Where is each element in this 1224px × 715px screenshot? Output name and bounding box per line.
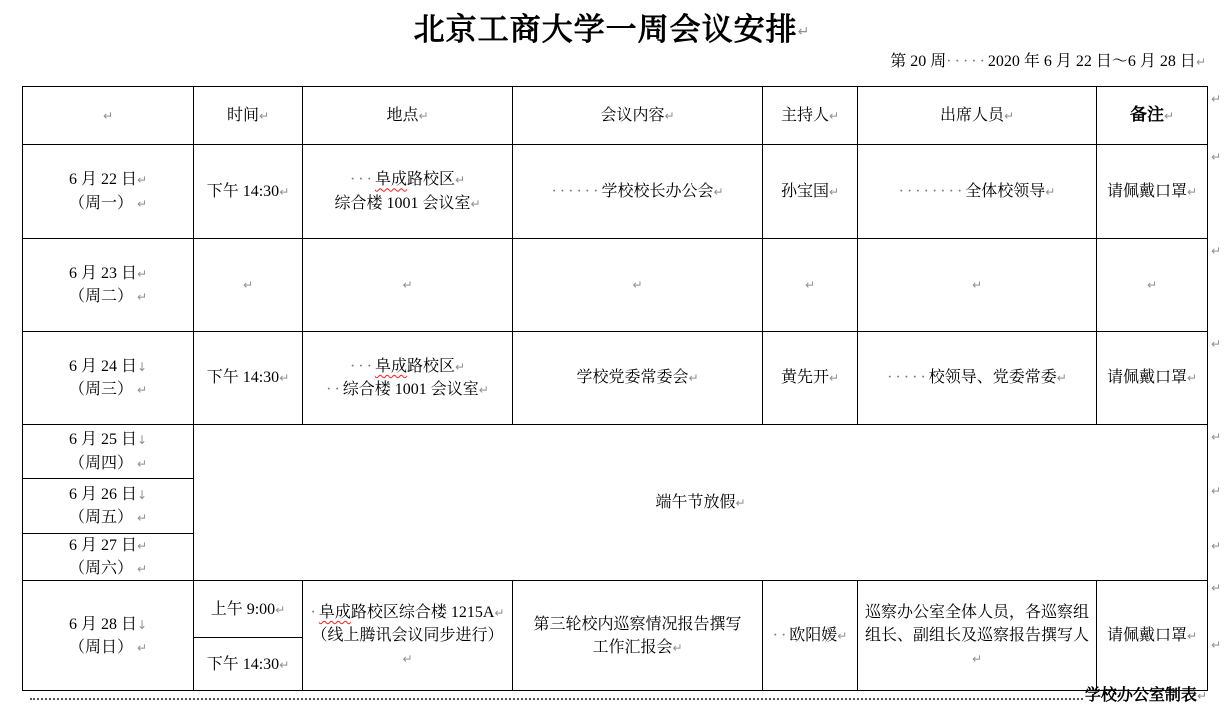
date-range: 2020 年 6 月 22 日～6 月 28 日: [987, 53, 1196, 70]
cell-attendees-tue: [858, 239, 1097, 332]
cell-time-sun-am: 上午 9:00↵: [194, 581, 303, 638]
pilcrow-mark-icon: ↵: [136, 539, 148, 553]
pilcrow-mark-icon: ↵: [136, 456, 148, 471]
pilcrow-mark-icon: ↵: [454, 359, 466, 374]
pilcrow-mark-icon: ↵: [672, 640, 683, 655]
space-dots: ·····: [946, 53, 988, 70]
cell-attendees-sun: [858, 581, 1097, 691]
pilcrow-mark-icon: ↵: [242, 278, 254, 293]
space-dots: ·····: [887, 369, 929, 387]
pilcrow-mark-icon: ↵: [632, 278, 643, 293]
pilcrow-mark-icon: ↵: [136, 290, 148, 304]
place-line-2: 综合楼 1001 会议室↵: [334, 194, 481, 212]
pilcrow-mark-icon: ↵: [402, 652, 413, 667]
row-end-mark-icon: ↵: [1211, 539, 1222, 553]
pilcrow-mark-icon: ↵: [1056, 371, 1067, 386]
place-line-1: ···阜成路校区↵: [349, 357, 466, 375]
linebreak-mark-icon: ↓: [136, 433, 148, 448]
row-mon: [23, 145, 1208, 239]
row-end-mark-icon: ↵: [1211, 92, 1222, 106]
row-end-mark-icon: ↵: [1211, 638, 1222, 652]
pilcrow-mark-icon: ↵: [136, 640, 148, 655]
content-line-2: 工作汇报会↵: [592, 638, 683, 656]
weekday-line: （周五） ↵: [68, 509, 148, 526]
header-blank-cell: [23, 87, 194, 145]
pilcrow-mark-icon: ↵: [470, 196, 481, 211]
place-line-1: ···阜成路校区↵: [349, 171, 466, 189]
space-dots: ··: [772, 627, 790, 645]
weekday-line: （周三） ↵: [68, 381, 148, 398]
place-line-1: ·阜成路校区综合楼 1215A↵: [310, 604, 505, 622]
row-end-mark-icon: ↵: [1211, 484, 1222, 498]
pilcrow-mark-icon: ↵: [1195, 55, 1206, 69]
spellcheck-word: 阜成: [374, 357, 407, 375]
pilcrow-mark-icon: ↵: [136, 562, 148, 577]
pilcrow-mark-icon: ↵: [971, 278, 983, 293]
cell-place-mon: [303, 145, 513, 239]
page-title: [0, 4, 1224, 49]
content-line-1: 第三轮校内巡察情况报告撰写: [533, 615, 742, 633]
dotted-leader: [30, 684, 1083, 700]
space-dots: ········: [898, 182, 966, 200]
cell-time-tue: [194, 239, 303, 332]
header-time: 时间↵: [194, 87, 303, 145]
cell-host-wed: 黄先开↵: [763, 332, 858, 425]
pilcrow-mark-icon: ↵: [1163, 109, 1175, 124]
pilcrow-mark-icon: ↵: [688, 371, 699, 386]
pilcrow-mark-icon: ↵: [735, 496, 746, 511]
place-line-2: （线上腾讯会议同步进行）↵: [311, 627, 504, 667]
date-line: 6 月 25 日↓: [68, 431, 148, 449]
cell-content-wed: 学校党委常委会↵: [513, 332, 763, 425]
pilcrow-mark-icon: ↵: [258, 108, 270, 123]
pilcrow-mark-icon: ↵: [804, 278, 816, 293]
row-end-mark-icon: ↵: [1211, 150, 1222, 164]
pilcrow-mark-icon: ↵: [136, 511, 148, 525]
weekday-line: （周日） ↵: [68, 638, 148, 656]
row-thu: [23, 425, 1208, 479]
pilcrow-mark-icon: ↵: [828, 371, 840, 386]
space-dots: ···: [349, 357, 375, 375]
date-line: 6 月 22 日↵: [68, 171, 148, 189]
pilcrow-mark-icon: ↵: [136, 266, 148, 281]
pilcrow-mark-icon: ↵: [828, 108, 840, 123]
schedule-table: [22, 86, 1208, 691]
row-end-mark-icon: ↵: [1211, 337, 1222, 351]
linebreak-mark-icon: ↓: [136, 617, 148, 632]
cell-remark-mon: 请佩戴口罩↵: [1097, 145, 1208, 239]
header-attendees: 出席人员↵: [858, 87, 1097, 145]
cell-place-sun: [303, 581, 513, 691]
attendees-line-1: 巡察办公室全体人员，各巡察组: [864, 604, 1089, 622]
pilcrow-mark-icon: ↵: [1003, 108, 1015, 123]
cell-date-tue: [23, 239, 194, 332]
row-end-mark-icon: ↵: [1211, 244, 1222, 258]
pilcrow-mark-icon: ↵: [494, 606, 505, 621]
pilcrow-mark-icon: ↵: [102, 108, 114, 123]
space-dots: ·: [310, 604, 319, 622]
weekday-line: （周二） ↵: [68, 288, 148, 305]
pilcrow-mark-icon: ↵: [478, 383, 489, 397]
pilcrow-mark-icon: ↵: [1186, 629, 1198, 644]
cell-host-mon: 孙宝国↵: [763, 145, 858, 239]
cell-content-mon: ······学校校长办公会↵: [513, 145, 763, 239]
cell-attendees-mon: ········全体校领导↵: [858, 145, 1097, 239]
attendees-line-2: 组长、副组长及巡察报告撰写人↵: [864, 627, 1089, 667]
cell-content-tue: [513, 239, 763, 332]
pilcrow-mark-icon: ↵: [279, 657, 290, 672]
pilcrow-mark-icon: ↵: [837, 629, 848, 644]
header-row: [23, 87, 1208, 145]
pilcrow-mark-icon: ↵: [136, 383, 148, 397]
row-end-mark-icon: ↵: [1211, 581, 1222, 595]
cell-date-thu: [23, 425, 194, 479]
pilcrow-mark-icon: ↵: [279, 371, 290, 386]
header-place: 地点↵: [303, 87, 513, 145]
pilcrow-mark-icon: ↵: [664, 108, 675, 123]
weekday-line: （周一） ↵: [68, 194, 148, 212]
cell-host-sun: ··欧阳媛↵: [763, 581, 858, 691]
cell-date-sat: [23, 534, 194, 581]
cell-remark-wed: 请佩戴口罩↵: [1097, 332, 1208, 425]
cell-date-sun: [23, 581, 194, 691]
header-content: 会议内容↵: [513, 87, 763, 145]
cell-time-sun-pm: 下午 14:30↵: [194, 638, 303, 691]
pilcrow-mark-icon: ↵: [1186, 184, 1198, 199]
cell-attendees-wed: ·····校领导、党委常委↵: [858, 332, 1097, 425]
date-line: 6 月 27 日↵: [68, 537, 148, 554]
header-host: 主持人↵: [763, 87, 858, 145]
pilcrow-mark-icon: ↵: [1186, 371, 1198, 386]
pilcrow-mark-icon: ↵: [828, 184, 840, 199]
date-line: 6 月 24 日↓: [68, 357, 148, 375]
date-line: 6 月 26 日↓: [68, 485, 148, 503]
row-sun-am: [23, 581, 1208, 638]
row-end-mark-icon: ↵: [1211, 430, 1222, 444]
cell-date-mon: [23, 145, 194, 239]
pilcrow-mark-icon: ↵: [1045, 184, 1056, 199]
pilcrow-mark-icon: ↵: [136, 196, 148, 211]
row-wed: [23, 332, 1208, 425]
linebreak-mark-icon: ↓: [136, 487, 148, 502]
cell-place-wed: [303, 332, 513, 425]
cell-remark-tue: [1097, 239, 1208, 332]
pilcrow-mark-icon: ↵: [1146, 278, 1158, 293]
cell-place-tue: [303, 239, 513, 332]
pilcrow-mark-icon: ↵: [275, 602, 286, 617]
cell-host-tue: [763, 239, 858, 332]
cell-content-sun: [513, 581, 763, 691]
cell-date-wed: [23, 332, 194, 425]
space-dots: ······: [551, 182, 602, 200]
footer-label: 学校办公室制表: [1084, 687, 1197, 704]
pilcrow-mark-icon: ↵: [797, 23, 811, 40]
pilcrow-mark-icon: ↵: [279, 184, 290, 199]
schedule-table-wrap: [22, 86, 1222, 691]
pilcrow-mark-icon: ↵: [713, 184, 724, 199]
pilcrow-mark-icon: ↵: [1196, 689, 1207, 703]
date-line: 6 月 28 日↓: [68, 615, 148, 633]
weekday-line: （周六） ↵: [68, 560, 148, 578]
pilcrow-mark-icon: ↵: [971, 652, 983, 667]
header-remark: 备注↵: [1097, 87, 1208, 145]
pilcrow-mark-icon: ↵: [402, 278, 413, 293]
space-dots: ··: [326, 381, 343, 398]
spellcheck-word: 阜成: [374, 171, 407, 189]
pilcrow-mark-icon: ↵: [454, 173, 466, 188]
cell-date-fri: [23, 479, 194, 534]
page-title-text: 北京工商大学一周会议安排: [413, 12, 798, 47]
pilcrow-mark-icon: ↵: [418, 108, 429, 123]
pilcrow-mark-icon: ↵: [136, 173, 148, 188]
cell-remark-sun: 请佩戴口罩↵: [1097, 581, 1208, 691]
linebreak-mark-icon: ↓: [136, 359, 148, 374]
weekday-line: （周四） ↵: [68, 454, 148, 472]
place-line-2: ··综合楼 1001 会议室↵: [326, 381, 489, 398]
subtitle: [890, 48, 1206, 71]
row-tue: [23, 239, 1208, 332]
cell-time-wed: 下午 14:30↵: [194, 332, 303, 425]
space-dots: ···: [349, 171, 375, 189]
spellcheck-word: 阜成: [318, 604, 351, 622]
footer: [30, 682, 1207, 705]
week-number: 第 20 周: [890, 53, 947, 70]
cell-holiday: 端午节放假↵: [194, 425, 1208, 581]
cell-time-mon: 下午 14:30↵: [194, 145, 303, 239]
date-line: 6 月 23 日↵: [68, 264, 148, 282]
